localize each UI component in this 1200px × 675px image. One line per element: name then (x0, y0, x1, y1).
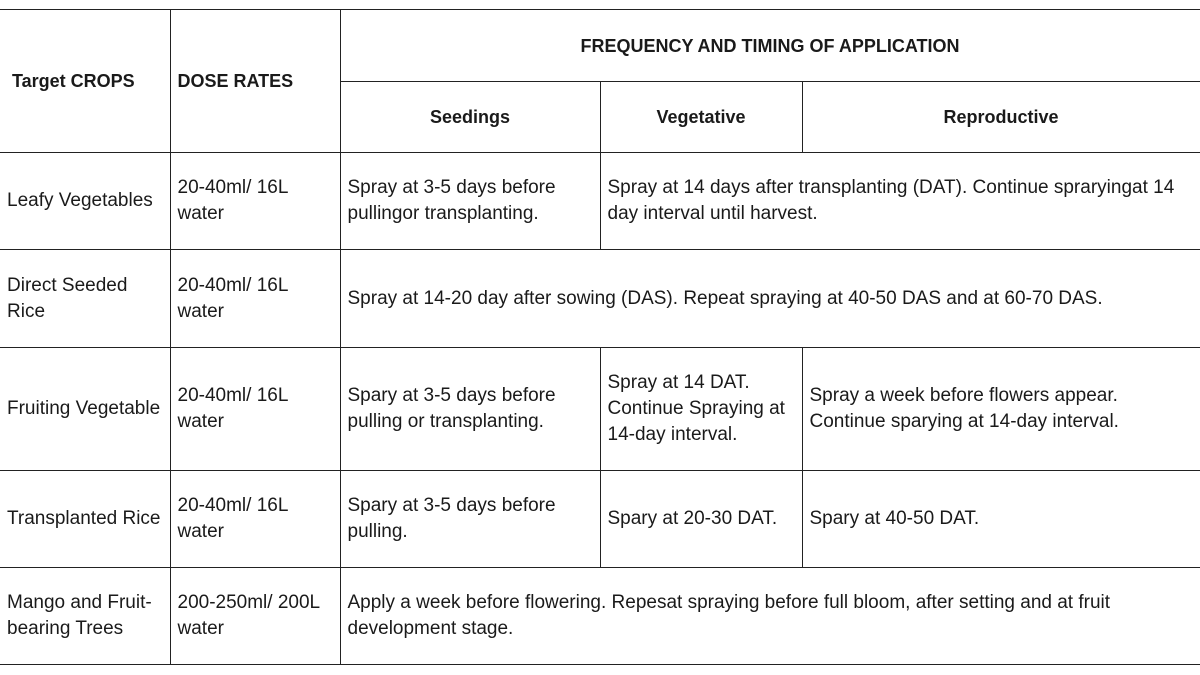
crop-cell: Fruiting Vegetable (0, 348, 170, 471)
header-stage-reproductive: Reproductive (802, 82, 1200, 153)
crop-cell: Transplanted Rice (0, 471, 170, 568)
table-row (0, 471, 1200, 568)
application-table-wrapper (0, 9, 1200, 665)
header-dose-rates: DOSE RATES (170, 10, 340, 153)
reproductive-cell: Spray a week before flowers appear. Continue sparying at 14-day interval. (802, 348, 1200, 471)
vegetative-cell: Spray at 14 DAT. Continue Spraying at 14-day interval. (600, 348, 802, 471)
all-stages-cell: Spray at 14-20 day after sowing (DAS). Repeat spraying at 40-50 DAS and at 60-70 DAS. (340, 250, 1200, 348)
dose-cell: 20-40ml/ 16L water (170, 153, 340, 250)
dose-cell: 200-250ml/ 200L water (170, 568, 340, 665)
table-row (0, 153, 1200, 250)
seedings-cell: Spary at 3-5 days before pulling or transplanting. (340, 348, 600, 471)
table-row (0, 250, 1200, 348)
vegetative-reproductive-cell: Spray at 14 days after transplanting (DAT). Continue spraryingat 14 day interval until harvest. (600, 153, 1200, 250)
seedings-cell: Spray at 3-5 days before pullingor transplanting. (340, 153, 600, 250)
dose-cell: 20-40ml/ 16L water (170, 471, 340, 568)
vegetative-cell: Spary at 20-30 DAT. (600, 471, 802, 568)
table-row (0, 348, 1200, 471)
application-table (0, 9, 1200, 665)
reproductive-cell: Spary at 40-50 DAT. (802, 471, 1200, 568)
dose-cell: 20-40ml/ 16L water (170, 250, 340, 348)
all-stages-cell: Apply a week before flowering. Repesat spraying before full bloom, after setting and at fruit development stage. (340, 568, 1200, 665)
header-stage-seedings: Seedings (340, 82, 600, 153)
header-target-crops: Target CROPS (0, 10, 170, 153)
crop-cell: Direct Seeded Rice (0, 250, 170, 348)
seedings-cell: Spary at 3-5 days before pulling. (340, 471, 600, 568)
header-row-1 (0, 10, 1200, 82)
crop-cell: Leafy Vegetables (0, 153, 170, 250)
crop-cell: Mango and Fruit-bearing Trees (0, 568, 170, 665)
dose-cell: 20-40ml/ 16L water (170, 348, 340, 471)
header-stage-vegetative: Vegetative (600, 82, 802, 153)
header-frequency-timing: FREQUENCY AND TIMING OF APPLICATION (340, 10, 1200, 82)
table-row (0, 568, 1200, 665)
